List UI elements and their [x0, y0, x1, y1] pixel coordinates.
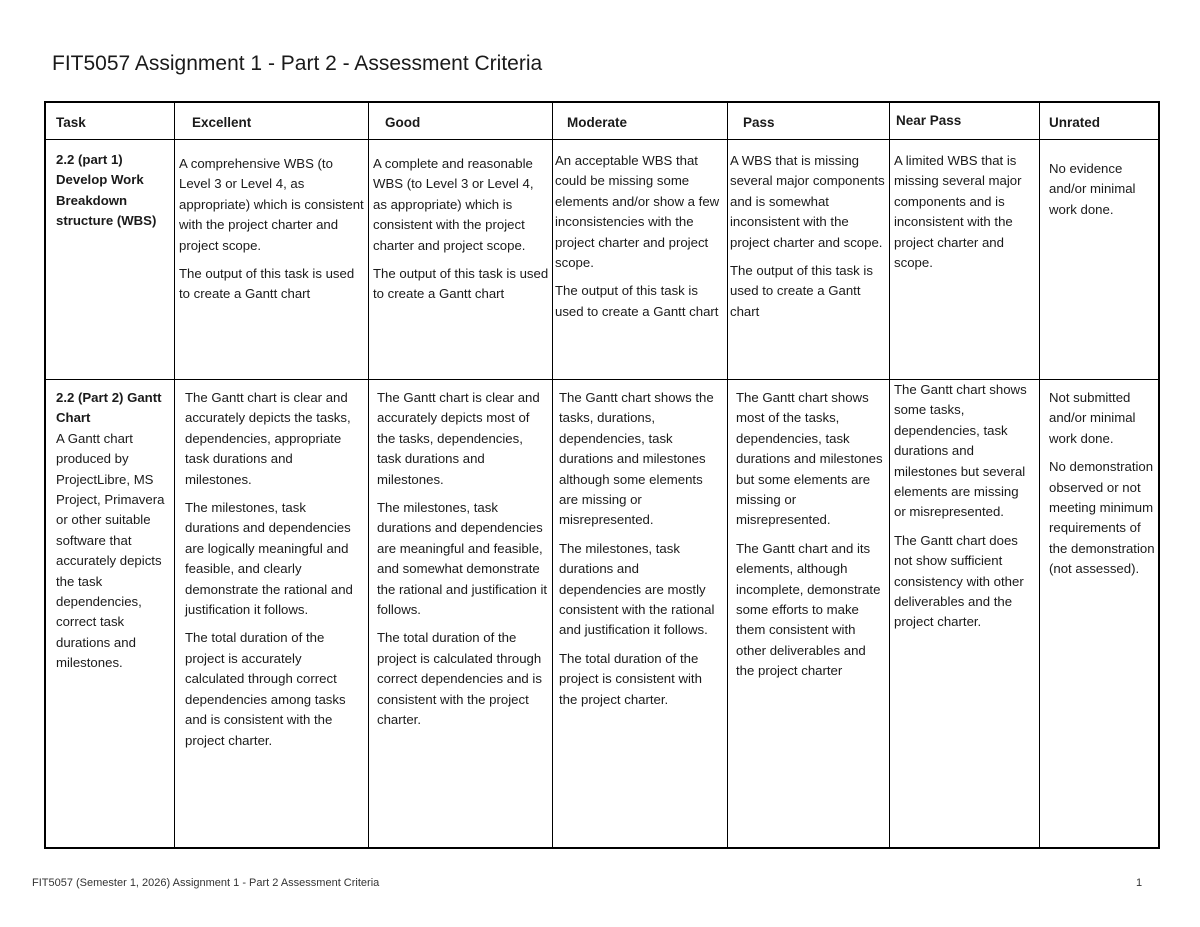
task-cell-gantt: [56, 388, 168, 674]
criteria-cell-good-gantt: [377, 388, 549, 739]
criteria-cell-near-pass-wbs: [894, 151, 1034, 281]
header-pass: Pass: [743, 115, 775, 130]
task-cell-wbs: [56, 150, 164, 232]
task-title: 2.2 (part 1) Develop Work Breakdown structure (WBS): [56, 152, 157, 229]
criteria-text: No demonstration observed or not meeting minimum requirements of the demonstration (not assessed).: [1049, 459, 1155, 577]
criteria-cell-pass-gantt: [736, 388, 884, 690]
criteria-text: The milestones, task durations and dependencies are logically meaningful and feasible, and clearly demonstrate the rational and justification it follows.: [185, 500, 353, 618]
row-divider: [46, 139, 1158, 140]
criteria-cell-good-wbs: [373, 154, 549, 313]
criteria-text: A comprehensive WBS (to Level 3 or Level 4, as appropriate) which is consistent with the project charter and project scope.: [179, 156, 364, 253]
criteria-cell-near-pass-gantt: [894, 380, 1032, 641]
criteria-text: The total duration of the project is calculated through correct dependencies and is consistent with the project charter.: [377, 630, 542, 728]
criteria-cell-unrated-gantt: [1049, 388, 1157, 588]
criteria-text: The output of this task is used to create a Gantt chart: [373, 266, 549, 302]
criteria-text: The output of this task is used to create a Gantt chart: [730, 263, 873, 319]
criteria-text: The total duration of the project is accurately calculated through correct dependencies among tasks and is consistent with the project charter.: [185, 630, 346, 748]
column-divider: [1039, 103, 1040, 847]
criteria-cell-excellent-gantt: [185, 388, 363, 759]
column-divider: [552, 103, 553, 847]
task-description: A Gantt chart produced by ProjectLibre, MS Project, Primavera or other suitable software that accurately depicts the task dependencies, correct task durations and milestones.: [56, 430, 165, 671]
header-good: Good: [385, 115, 421, 130]
page-number: 1: [1136, 877, 1143, 889]
criteria-cell-pass-wbs: [730, 151, 886, 330]
criteria-cell-unrated-wbs: [1049, 159, 1157, 228]
criteria-text: No evidence and/or minimal work done.: [1049, 161, 1136, 217]
criteria-text: A WBS that is missing several major components and is somewhat inconsistent with the project charter and scope.: [730, 153, 885, 250]
criteria-cell-moderate-wbs: [555, 151, 725, 330]
criteria-text: The milestones, task durations and dependencies are mostly consistent with the rational and justification it follows.: [559, 540, 715, 638]
criteria-cell-moderate-gantt: [559, 388, 721, 718]
column-divider: [889, 103, 890, 847]
header-excellent: Excellent: [192, 115, 252, 130]
criteria-text: The Gantt chart shows some tasks, dependencies, task durations and milestones but several elements are missing or misrepresented.: [894, 382, 1027, 520]
criteria-text: An acceptable WBS that could be missing some elements and/or show a few inconsistencies with the project charter and project scope.: [555, 153, 720, 271]
header-moderate: Moderate: [567, 115, 628, 130]
header-unrated: Unrated: [1049, 115, 1101, 130]
criteria-text: The Gantt chart shows most of the tasks, dependencies, task durations and milestones but some elements are missing or misrepresented.: [736, 390, 883, 528]
criteria-text: The Gantt chart is clear and accurately depicts most of the tasks, dependencies, task durations and milestones.: [377, 390, 540, 487]
task-title: 2.2 (Part 2) Gantt Chart: [56, 390, 162, 426]
criteria-text: The Gantt chart shows the tasks, durations, dependencies, task durations and milestones although some elements are missing or misrepresented.: [559, 390, 714, 528]
assessment-rubric-table: [44, 101, 1160, 849]
column-divider: [174, 103, 175, 847]
criteria-text: The output of this task is used to create a Gantt chart: [555, 283, 719, 319]
criteria-text: The milestones, task durations and dependencies are meaningful and feasible, and somewhat demonstrate the rational and justification it follows.: [377, 500, 548, 618]
column-divider: [368, 103, 369, 847]
criteria-text: The Gantt chart is clear and accurately depicts the tasks, dependencies, appropriate task durations and milestones.: [185, 390, 351, 487]
criteria-text: A limited WBS that is missing several major components and is inconsistent with the project charter and scope.: [894, 153, 1022, 271]
criteria-text: The Gantt chart and its elements, although incomplete, demonstrate some efforts to make them consistent with other deliverables and the project charter: [736, 540, 881, 679]
header-task: Task: [56, 115, 86, 130]
criteria-text: A complete and reasonable WBS (to Level 3 or Level 4, as appropriate) which is consistent with the project charter and project scope.: [373, 156, 534, 253]
criteria-text: The output of this task is used to create a Gantt chart: [179, 266, 355, 302]
criteria-text: The total duration of the project is consistent with the project charter.: [559, 650, 702, 707]
column-divider: [727, 103, 728, 847]
criteria-cell-excellent-wbs: [179, 154, 365, 313]
header-near-pass: Near Pass: [896, 113, 962, 128]
page-footer: FIT5057 (Semester 1, 2026) Assignment 1 - Part 2 Assessment Criteria: [32, 877, 380, 889]
document-title: FIT5057 Assignment 1 - Part 2 - Assessment Criteria: [52, 52, 543, 75]
criteria-text: Not submitted and/or minimal work done.: [1049, 390, 1136, 446]
criteria-text: The Gantt chart does not show sufficient consistency with other deliverables and the project charter.: [894, 532, 1024, 630]
